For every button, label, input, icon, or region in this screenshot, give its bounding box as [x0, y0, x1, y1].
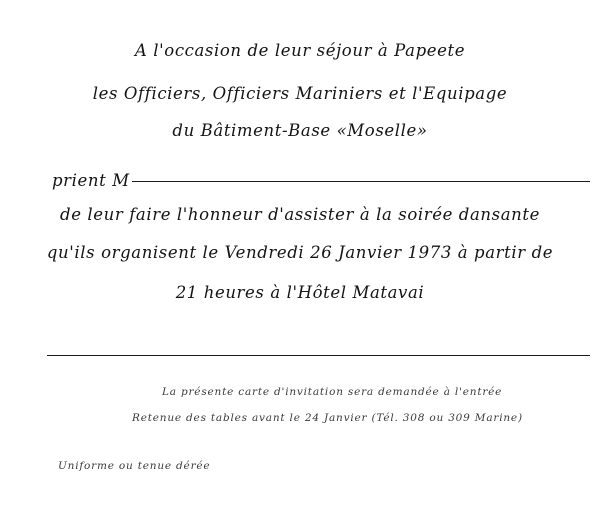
invitation-line-occasion: A l'occasion de leur séjour à Papeete — [134, 41, 466, 60]
dress-code: Uniforme ou tenue dérée — [58, 460, 211, 472]
invitation-line-hosts: les Officiers, Officiers Mariniers et l'Equipage — [92, 84, 508, 103]
note-table-reservation: Retenue des tables avant le 24 Janvier (Tél. 308 ou 309 Marine) — [132, 412, 523, 424]
invitation-line-honour: de leur faire l'honneur d'assister à la soirée dansante — [60, 205, 540, 224]
invitation-line-venue: 21 heures à l'Hôtel Matavai — [175, 283, 425, 302]
invitation-prient-label: prient M — [52, 171, 130, 190]
invitation-line-ship: du Bâtiment-Base «Moselle» — [172, 121, 428, 140]
separator-line — [47, 355, 590, 356]
note-invitation-card: La présente carte d'invitation sera demandée à l'entrée — [162, 386, 503, 398]
invitation-line-date: qu'ils organisent le Vendredi 26 Janvier 1973 à partir de — [46, 243, 554, 262]
guest-name-line — [132, 181, 590, 182]
